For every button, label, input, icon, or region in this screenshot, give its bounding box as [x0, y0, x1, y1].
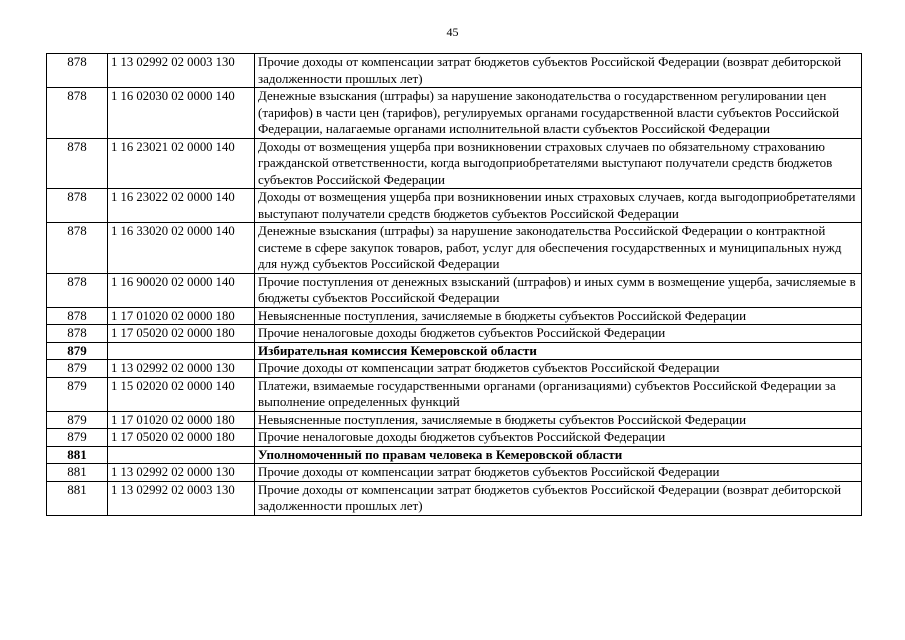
revenue-name-cell: Прочие неналоговые доходы бюджетов субъектов Российской Федерации [255, 325, 862, 343]
table-row [47, 88, 862, 139]
admin-code-cell: 879 [47, 360, 108, 378]
revenue-name-cell: Прочие доходы от компенсации затрат бюджетов субъектов Российской Федерации (возврат дебиторской задолженности прошлых лет) [255, 54, 862, 88]
revenue-code-cell: 1 16 23021 02 0000 140 [108, 138, 255, 189]
revenue-code-cell: 1 16 02030 02 0000 140 [108, 88, 255, 139]
table-body [47, 54, 862, 516]
table-row [47, 223, 862, 274]
revenue-name-cell: Прочие неналоговые доходы бюджетов субъектов Российской Федерации [255, 429, 862, 447]
revenue-code-cell: 1 17 05020 02 0000 180 [108, 325, 255, 343]
admin-code-cell: 879 [47, 411, 108, 429]
revenue-code-cell: 1 17 01020 02 0000 180 [108, 411, 255, 429]
revenue-name-cell: Денежные взыскания (штрафы) за нарушение законодательства о государственном регулировании цен (тарифов) в части цен (тарифов), регулируемых органами государственной власти субъектов Российской Федерации, налагаемые органами исполнительной власти субъектов Российской Федерации [255, 88, 862, 139]
admin-code-cell: 878 [47, 325, 108, 343]
revenue-name-cell: Прочие поступления от денежных взысканий (штрафов) и иных сумм в возмещение ущерба, зачисляемые в бюджеты субъектов Российской Федерации [255, 273, 862, 307]
revenue-code-cell: 1 13 02992 02 0000 130 [108, 360, 255, 378]
table-row [47, 273, 862, 307]
revenue-name-cell: Избирательная комиссия Кемеровской области [255, 342, 862, 360]
admin-code-cell: 878 [47, 307, 108, 325]
table-row [47, 325, 862, 343]
table-row [47, 481, 862, 515]
admin-code-cell: 881 [47, 446, 108, 464]
revenue-code-cell [108, 342, 255, 360]
admin-code-cell: 878 [47, 223, 108, 274]
revenue-code-cell: 1 17 01020 02 0000 180 [108, 307, 255, 325]
admin-code-cell: 879 [47, 342, 108, 360]
table-row [47, 307, 862, 325]
table-row [47, 189, 862, 223]
table-row [47, 464, 862, 482]
admin-code-cell: 878 [47, 88, 108, 139]
revenue-code-cell: 1 17 05020 02 0000 180 [108, 429, 255, 447]
revenue-code-cell [108, 446, 255, 464]
revenue-name-cell: Денежные взыскания (штрафы) за нарушение законодательства Российской Федерации о контрактной системе в сфере закупок товаров, работ, услуг для обеспечения государственных и муниципальных нужд для нужд субъектов Российской Федерации [255, 223, 862, 274]
revenue-code-cell: 1 13 02992 02 0000 130 [108, 464, 255, 482]
admin-code-cell: 879 [47, 429, 108, 447]
revenue-code-cell: 1 13 02992 02 0003 130 [108, 54, 255, 88]
revenue-code-cell: 1 16 23022 02 0000 140 [108, 189, 255, 223]
revenue-code-cell: 1 16 33020 02 0000 140 [108, 223, 255, 274]
table-row [47, 377, 862, 411]
revenue-name-cell: Прочие доходы от компенсации затрат бюджетов субъектов Российской Федерации (возврат дебиторской задолженности прошлых лет) [255, 481, 862, 515]
table-row [47, 360, 862, 378]
admin-code-cell: 881 [47, 481, 108, 515]
administrator-header-row [47, 446, 862, 464]
revenue-codes-table [46, 53, 862, 516]
revenue-name-cell: Прочие доходы от компенсации затрат бюджетов субъектов Российской Федерации [255, 464, 862, 482]
revenue-name-cell: Доходы от возмещения ущерба при возникновении иных страховых случаев, когда выгодоприобретателями выступают получатели средств бюджетов субъектов Российской Федерации [255, 189, 862, 223]
page-number: 45 [446, 25, 459, 39]
revenue-code-cell: 1 15 02020 02 0000 140 [108, 377, 255, 411]
revenue-code-cell: 1 13 02992 02 0003 130 [108, 481, 255, 515]
table-row [47, 138, 862, 189]
table-row [47, 54, 862, 88]
revenue-name-cell: Невыясненные поступления, зачисляемые в бюджеты субъектов Российской Федерации [255, 307, 862, 325]
revenue-name-cell: Доходы от возмещения ущерба при возникновении страховых случаев по обязательному страхованию гражданской ответственности, когда выгодоприобретателями выступают получатели средств бюджетов субъектов Российской Федерации [255, 138, 862, 189]
admin-code-cell: 878 [47, 138, 108, 189]
admin-code-cell: 881 [47, 464, 108, 482]
revenue-name-cell: Прочие доходы от компенсации затрат бюджетов субъектов Российской Федерации [255, 360, 862, 378]
revenue-code-cell: 1 16 90020 02 0000 140 [108, 273, 255, 307]
revenue-name-cell: Невыясненные поступления, зачисляемые в бюджеты субъектов Российской Федерации [255, 411, 862, 429]
admin-code-cell: 879 [47, 377, 108, 411]
admin-code-cell: 878 [47, 189, 108, 223]
admin-code-cell: 878 [47, 273, 108, 307]
table-row [47, 429, 862, 447]
revenue-name-cell: Платежи, взимаемые государственными органами (организациями) субъектов Российской Федерации за выполнение определенных функций [255, 377, 862, 411]
admin-code-cell: 878 [47, 54, 108, 88]
table-row [47, 411, 862, 429]
revenue-name-cell: Уполномоченный по правам человека в Кемеровской области [255, 446, 862, 464]
administrator-header-row [47, 342, 862, 360]
